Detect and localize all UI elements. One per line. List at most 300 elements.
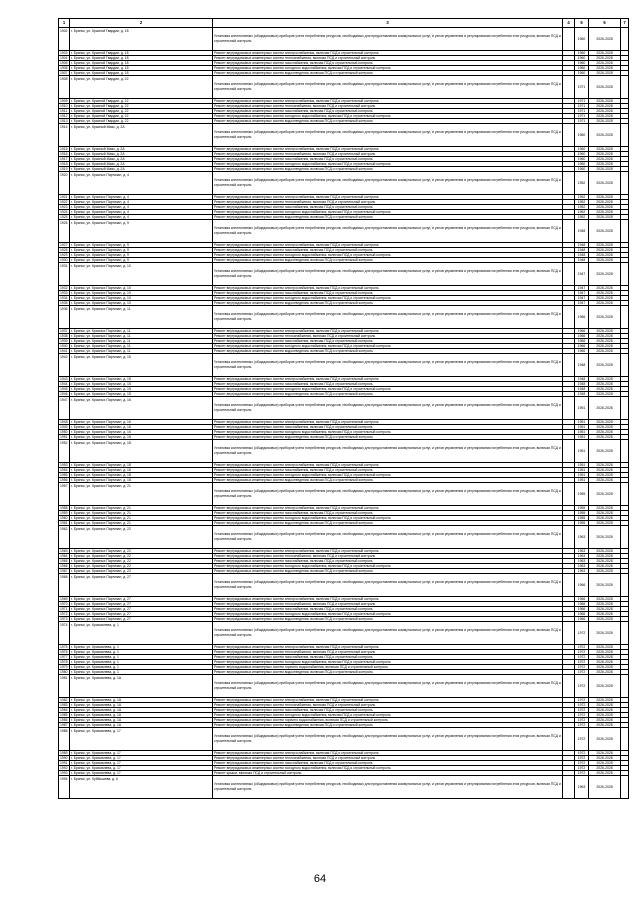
planned-period-cell: 2026-2028 <box>589 713 621 718</box>
build-year-cell: 1972 <box>575 650 589 655</box>
build-year-cell: 1951 <box>575 473 589 478</box>
work-type-cell: Ремонт внутридомовых инженерных систем газоснабжения, включая ПСД и строительный контроль <box>213 157 563 162</box>
row-number-cell: 1950 <box>60 430 68 434</box>
col7-cell <box>621 220 629 243</box>
build-year-cell: 1952 <box>575 200 589 205</box>
row-number-cell: 1907 <box>60 71 68 75</box>
build-year-cell: 1966 <box>575 349 589 354</box>
row-number-cell: 1984 <box>60 708 68 712</box>
row-number-cell: 1906 <box>60 66 68 70</box>
row-number-cell: 1919 <box>60 167 68 171</box>
col4-cell <box>563 172 575 195</box>
row-number-cell: 1952 <box>59 440 70 463</box>
planned-period-cell: 2026-2028 <box>589 766 621 771</box>
address-cell: г. Брянск, ул. Красной Гвардии, д. 22 <box>70 114 213 119</box>
row-number-cell: 1987 <box>60 723 68 727</box>
row-number-cell: 1986 <box>60 718 68 722</box>
build-year-cell: 1960 <box>575 167 589 172</box>
planned-period-cell: 2026-2028 <box>589 253 621 258</box>
planned-period-cell: 2026-2028 <box>589 344 621 349</box>
row-number-cell: 1972 <box>60 612 68 616</box>
row-number-cell: 1991 <box>60 761 68 765</box>
work-type-cell: Установка коллективных (общедомовых) приборов учета потребления ресурсов, необходимых для предоставления коммунальных услуг, и узлов управления и регулирования потребления этих ресурсов, включая ПСД и строительный контроль <box>213 306 563 329</box>
row-number-cell: 1943 <box>60 377 68 381</box>
col7-cell <box>621 28 629 51</box>
work-type-cell: Ремонт внутридомовых инженерных систем холодного водоснабжения, включая ПСД и строительный контроль <box>213 612 563 617</box>
col7-cell <box>621 728 629 751</box>
row-number-cell: 1953 <box>60 463 68 467</box>
work-type-cell: Ремонт внутридомовых инженерных систем электроснабжения, включая ПСД и строительный контроль <box>213 751 563 756</box>
planned-period-cell: 2026-2028 <box>589 66 621 71</box>
work-type-cell: Ремонт внутридомовых инженерных систем теплоснабжения, включая ПСД и строительный контроль <box>213 756 563 761</box>
build-year-cell: 1971 <box>575 119 589 124</box>
col4-cell <box>563 776 575 799</box>
address-cell: г. Брянск, ул. Куйбышева, д. 6 <box>70 776 213 799</box>
work-type-cell: Ремонт внутридомовых инженерных систем электроснабжения, включая ПСД и строительный контроль <box>213 377 563 382</box>
row-number-cell: 1933 <box>60 291 68 295</box>
build-year-cell: 1960 <box>575 51 589 56</box>
address-cell: г. Брянск, ул. Красный Маяк, д. 2А <box>70 162 213 167</box>
row-number-cell: 1963 <box>60 549 68 553</box>
table-row-group-header <box>59 172 629 195</box>
build-year-cell: 1960 <box>575 28 589 51</box>
work-type-cell: Ремонт внутридомовых инженерных систем газоснабжения, включая ПСД и строительный контроль <box>213 291 563 296</box>
col-header-5: 5 <box>575 19 589 28</box>
build-year-cell: 1948 <box>575 248 589 253</box>
planned-period-cell: 2026-2028 <box>589 56 621 61</box>
row-number-cell: 1927 <box>60 243 68 247</box>
build-year-cell: 1963 <box>575 776 589 799</box>
planned-period-cell: 2026-2028 <box>589 670 621 675</box>
row-number-cell: 1903 <box>60 51 68 55</box>
planned-period-cell: 2026-2028 <box>589 698 621 703</box>
planned-period-cell: 2026-2028 <box>589 478 621 483</box>
row-number-cell: 1946 <box>60 392 68 396</box>
address-cell: г. Брянск, ул. Красных Партизан, д. 21 <box>70 483 213 506</box>
build-year-cell: 1948 <box>575 243 589 248</box>
row-number-cell: 1951 <box>60 435 68 439</box>
planned-period-cell: 2026-2028 <box>589 339 621 344</box>
row-number-cell: 1938 <box>60 334 68 338</box>
build-year-cell: 1963 <box>575 549 589 554</box>
work-type-cell: Ремонт внутридомовых инженерных систем электроснабжения, включая ПСД и строительный контроль <box>213 420 563 425</box>
work-type-cell: Установка коллективных (общедомовых) приборов учета потребления ресурсов, необходимых для предоставления коммунальных услуг, и узлов управления и регулирования потребления этих ресурсов, включая ПСД и строительный контроль <box>213 263 563 286</box>
col4-cell <box>563 124 575 147</box>
work-type-cell: Ремонт внутридомовых инженерных систем электроснабжения, включая ПСД и строительный контроль <box>213 51 563 56</box>
row-number-cell: 1931 <box>59 263 70 286</box>
build-year-cell: 1972 <box>575 718 589 723</box>
address-cell: г. Брянск, ул. Красных Партизан, д. 22 <box>70 569 213 574</box>
col4-cell <box>563 728 575 751</box>
address-cell: г. Брянск, ул. Красных Партизан, д. 27 <box>70 597 213 602</box>
address-cell: г. Брянск, ул. Красных Партизан, д. 4 <box>70 200 213 205</box>
address-cell: г. Брянск, ул. Красных Партизан, д. 9 <box>70 248 213 253</box>
build-year-cell: 1972 <box>575 675 589 698</box>
address-cell: г. Брянск, ул. Красной Гвардии, д. 18 <box>70 51 213 56</box>
build-year-cell: 1952 <box>575 210 589 215</box>
work-type-cell: Ремонт внутридомовых инженерных систем водоотведения, включая ПСД и строительный контроль <box>213 71 563 76</box>
col7-cell <box>621 675 629 698</box>
work-type-cell: Ремонт крыши, включая ПСД и строительный контроль <box>213 771 563 776</box>
planned-period-cell: 2026-2028 <box>589 463 621 468</box>
build-year-cell: 1963 <box>575 569 589 574</box>
address-cell: г. Брянск, ул. Крахмалева, д. 1 <box>70 645 213 650</box>
address-cell: г. Брянск, ул. Красных Партизан, д. 27 <box>70 574 213 597</box>
address-cell: г. Брянск, ул. Крахмалева, д. 17 <box>70 761 213 766</box>
col4-cell <box>563 483 575 506</box>
build-year-cell: 1972 <box>575 771 589 776</box>
row-number-cell: 1909 <box>60 99 68 103</box>
planned-period-cell: 2026-2028 <box>589 440 621 463</box>
build-year-cell: 1952 <box>575 215 589 220</box>
build-year-cell: 1948 <box>575 392 589 397</box>
work-type-cell: Ремонт внутридомовых инженерных систем теплоснабжения, включая ПСД и строительный контроль <box>213 554 563 559</box>
address-cell: г. Брянск, ул. Красных Партизан, д. 16 <box>70 420 213 425</box>
address-cell: г. Брянск, ул. Красной Гвардии, д. 18 <box>70 71 213 76</box>
col7-cell <box>621 483 629 506</box>
build-year-cell: 1972 <box>575 713 589 718</box>
build-year-cell: 1955 <box>575 511 589 516</box>
work-type-cell: Установка коллективных (общедомовых) приборов учета потребления ресурсов, необходимых для предоставления коммунальных услуг, и узлов управления и регулирования потребления этих ресурсов, включая ПСД и строительный контроль <box>213 526 563 549</box>
build-year-cell: 1972 <box>575 660 589 665</box>
table-row-group-header <box>59 354 629 377</box>
work-type-cell: Ремонт внутридомовых инженерных систем газоснабжения, включая ПСД и строительный контроль <box>213 382 563 387</box>
address-cell: г. Брянск, ул. Красных Партизан, д. 21 <box>70 521 213 526</box>
col4-cell <box>563 263 575 286</box>
work-type-cell: Установка коллективных (общедомовых) приборов учета потребления ресурсов, необходимых для предоставления коммунальных услуг, и узлов управления и регулирования потребления этих ресурсов, включая ПСД и строительный контроль <box>213 622 563 645</box>
col7-cell <box>621 76 629 99</box>
planned-period-cell: 2026-2028 <box>589 776 621 799</box>
planned-period-cell: 2026-2028 <box>589 511 621 516</box>
table-row-group-header <box>59 76 629 99</box>
planned-period-cell: 2026-2028 <box>589 761 621 766</box>
row-number-cell: 1993 <box>60 771 68 775</box>
planned-period-cell: 2026-2028 <box>589 650 621 655</box>
planned-period-cell: 2026-2028 <box>589 708 621 713</box>
planned-period-cell: 2026-2028 <box>589 397 621 420</box>
work-type-cell: Установка коллективных (общедомовых) приборов учета потребления ресурсов, необходимых для предоставления коммунальных услуг, и узлов управления и регулирования потребления этих ресурсов, включая ПСД и строительный контроль <box>213 220 563 243</box>
column-number-row <box>59 19 629 28</box>
planned-period-cell: 2026-2028 <box>589 51 621 56</box>
address-cell: г. Брянск, ул. Красных Партизан, д. 18 <box>70 473 213 478</box>
work-type-cell: Ремонт внутридомовых инженерных систем газоснабжения, включая ПСД и строительный контроль <box>213 468 563 473</box>
row-number-cell: 1904 <box>60 56 68 60</box>
build-year-cell: 1951 <box>575 440 589 463</box>
build-year-cell: 1972 <box>575 766 589 771</box>
row-number-cell: 1930 <box>60 258 68 262</box>
address-cell: г. Брянск, ул. Красной Гвардии, д. 22 <box>70 109 213 114</box>
work-type-cell: Ремонт внутридомовых инженерных систем теплоснабжения, включая ПСД и строительный контроль <box>213 104 563 109</box>
build-year-cell: 1948 <box>575 382 589 387</box>
address-cell: г. Брянск, ул. Красных Партизан, д. 22 <box>70 554 213 559</box>
build-year-cell: 1972 <box>575 751 589 756</box>
col7-cell <box>621 354 629 377</box>
address-cell: г. Брянск, ул. Красной Гвардии, д. 18 <box>70 66 213 71</box>
build-year-cell: 1951 <box>575 420 589 425</box>
row-number-cell: 1968 <box>59 574 70 597</box>
table-row-group-header <box>59 776 629 799</box>
work-type-cell: Ремонт внутридомовых инженерных систем холодного водоснабжения, включая ПСД и строительный контроль <box>213 473 563 478</box>
col4-cell <box>563 675 575 698</box>
build-year-cell: 1960 <box>575 71 589 76</box>
table-row-group-header <box>59 574 629 597</box>
col7-cell <box>621 776 629 799</box>
work-type-cell: Установка коллективных (общедомовых) приборов учета потребления ресурсов, необходимых для предоставления коммунальных услуг, и узлов управления и регулирования потребления этих ресурсов, включая ПСД и строительный контроль <box>213 397 563 420</box>
build-year-cell: 1960 <box>575 66 589 71</box>
build-year-cell: 1951 <box>575 478 589 483</box>
address-cell: г. Брянск, ул. Красных Партизан, д. 11 <box>70 306 213 329</box>
build-year-cell: 1960 <box>575 157 589 162</box>
planned-period-cell: 2026-2028 <box>589 521 621 526</box>
row-number-cell: 1917 <box>60 157 68 161</box>
row-number-cell: 1976 <box>60 650 68 654</box>
work-type-cell: Установка коллективных (общедомовых) приборов учета потребления ресурсов, необходимых для предоставления коммунальных услуг, и узлов управления и регулирования потребления этих ресурсов, включая ПСД и строительный контроль <box>213 28 563 51</box>
work-type-cell: Ремонт внутридомовых инженерных систем теплоснабжения, включая ПСД и строительный контроль <box>213 56 563 61</box>
planned-period-cell: 2026-2028 <box>589 622 621 645</box>
work-type-cell: Установка коллективных (общедомовых) приборов учета потребления ресурсов, необходимых для предоставления коммунальных услуг, и узлов управления и регулирования потребления этих ресурсов, включая ПСД и строительный контроль <box>213 124 563 147</box>
col7-cell <box>621 440 629 463</box>
build-year-cell: 1955 <box>575 483 589 506</box>
address-cell: г. Брянск, ул. Красных Партизан, д. 16 <box>70 430 213 435</box>
row-number-cell: 1981 <box>59 675 70 698</box>
row-number-cell: 1925 <box>60 215 68 219</box>
planned-period-cell: 2026-2028 <box>589 99 621 104</box>
row-number-cell: 1922 <box>60 200 68 204</box>
address-cell: г. Брянск, ул. Красных Партизан, д. 9 <box>70 253 213 258</box>
row-number-cell: 1967 <box>60 569 68 573</box>
address-cell: г. Брянск, ул. Красных Партизан, д. 18 <box>70 440 213 463</box>
col4-cell <box>563 220 575 243</box>
work-type-cell: Ремонт внутридомовых инженерных систем водоотведения, включая ПСД и строительный контроль <box>213 435 563 440</box>
build-year-cell: 1951 <box>575 435 589 440</box>
col7-cell <box>621 526 629 549</box>
col-header-2: 2 <box>70 19 213 28</box>
row-number-cell: 1957 <box>59 483 70 506</box>
build-year-cell: 1951 <box>575 430 589 435</box>
work-type-cell: Ремонт внутридомовых инженерных систем холодного водоснабжения, включая ПСД и строительный контроль <box>213 162 563 167</box>
build-year-cell: 1955 <box>575 516 589 521</box>
address-cell: г. Брянск, ул. Крахмалева, д. 17 <box>70 728 213 751</box>
work-type-cell: Ремонт внутридомовых инженерных систем теплоснабжения, включая ПСД и строительный контроль <box>213 602 563 607</box>
planned-period-cell: 2026-2028 <box>589 263 621 286</box>
work-type-cell: Ремонт внутридомовых инженерных систем газоснабжения, включая ПСД и строительный контроль <box>213 511 563 516</box>
build-year-cell: 1966 <box>575 607 589 612</box>
address-cell: г. Брянск, ул. Красных Партизан, д. 11 <box>70 339 213 344</box>
col4-cell <box>563 574 575 597</box>
col7-cell <box>621 306 629 329</box>
planned-period-cell: 2026-2028 <box>589 301 621 306</box>
planned-period-cell: 2026-2028 <box>589 617 621 622</box>
build-year-cell: 1972 <box>575 761 589 766</box>
address-cell: г. Брянск, ул. Красных Партизан, д. 18 <box>70 478 213 483</box>
address-cell: г. Брянск, ул. Красных Партизан, д. 9 <box>70 220 213 243</box>
address-cell: г. Брянск, ул. Крахмалева, д. 1А <box>70 708 213 713</box>
row-number-cell: 1973 <box>60 617 68 621</box>
work-type-cell: Установка коллективных (общедомовых) приборов учета потребления ресурсов, необходимых для предоставления коммунальных услуг, и узлов управления и регулирования потребления этих ресурсов, включая ПСД и строительный контроль <box>213 483 563 506</box>
address-cell: г. Брянск, ул. Красных Партизан, д. 27 <box>70 607 213 612</box>
work-type-cell: Установка коллективных (общедомовых) приборов учета потребления ресурсов, необходимых для предоставления коммунальных услуг, и узлов управления и регулирования потребления этих ресурсов, включая ПСД и строительный контроль <box>213 574 563 597</box>
address-cell: г. Брянск, ул. Крахмалева, д. 17 <box>70 771 213 776</box>
table-row-group-header <box>59 440 629 463</box>
row-number-cell: 1990 <box>60 756 68 760</box>
build-year-cell: 1966 <box>575 617 589 622</box>
build-year-cell: 1951 <box>575 397 589 420</box>
work-type-cell: Установка коллективных (общедомовых) приборов учета потребления ресурсов, необходимых для предоставления коммунальных услуг, и узлов управления и регулирования потребления этих ресурсов, включая ПСД и строительный контроль <box>213 440 563 463</box>
planned-period-cell: 2026-2028 <box>589 771 621 776</box>
row-number-cell: 1944 <box>60 382 68 386</box>
planned-period-cell: 2026-2028 <box>589 286 621 291</box>
planned-period-cell: 2026-2028 <box>589 306 621 329</box>
row-number-cell: 1916 <box>60 152 68 156</box>
address-cell: г. Брянск, ул. Крахмалева, д. 1А <box>70 698 213 703</box>
work-type-cell: Ремонт внутридомовых инженерных систем холодного водоснабжения, включая ПСД и строительный контроль <box>213 387 563 392</box>
col4-cell <box>563 397 575 420</box>
address-cell: г. Брянск, ул. Красных Партизан, д. 18 <box>70 468 213 473</box>
work-type-cell: Ремонт внутридомовых инженерных систем теплоснабжения, включая ПСД и строительный контроль <box>213 200 563 205</box>
address-cell: г. Брянск, ул. Красной Гвардии, д. 22 <box>70 104 213 109</box>
address-cell: г. Брянск, ул. Красных Партизан, д. 15 <box>70 387 213 392</box>
planned-period-cell: 2026-2028 <box>589 114 621 119</box>
build-year-cell: 1972 <box>575 698 589 703</box>
row-number-cell: 1902 <box>59 28 70 51</box>
work-type-cell: Ремонт внутридомовых инженерных систем электроснабжения, включая ПСД и строительный контроль <box>213 195 563 200</box>
row-number-cell: 1920 <box>59 172 70 195</box>
row-number-cell: 1947 <box>59 397 70 420</box>
address-cell: г. Брянск, ул. Красный Маяк, д. 2А <box>70 152 213 157</box>
work-type-cell: Ремонт внутридомовых инженерных систем водоотведения, включая ПСД и строительный контроль <box>213 258 563 263</box>
row-number-cell: 1982 <box>60 698 68 702</box>
build-year-cell: 1960 <box>575 147 589 152</box>
work-type-cell: Ремонт внутридомовых инженерных систем электроснабжения, включая ПСД и строительный контроль <box>213 286 563 291</box>
work-type-cell: Ремонт внутридомовых инженерных систем холодного водоснабжения, включая ПСД и строительный контроль <box>213 344 563 349</box>
address-cell: г. Брянск, ул. Красных Партизан, д. 15 <box>70 377 213 382</box>
build-year-cell: 1972 <box>575 723 589 728</box>
work-type-cell: Ремонт внутридомовых инженерных систем холодного водоснабжения, включая ПСД и строительный контроль <box>213 296 563 301</box>
address-cell: г. Брянск, ул. Красной Гвардии, д. 22 <box>70 119 213 124</box>
work-type-cell: Установка коллективных (общедомовых) приборов учета потребления ресурсов, необходимых для предоставления коммунальных услуг, и узлов управления и регулирования потребления этих ресурсов, включая ПСД и строительный контроль <box>213 728 563 751</box>
table-body <box>59 28 629 799</box>
work-type-cell: Ремонт внутридомовых инженерных систем холодного водоснабжения, включая ПСД и строительный контроль <box>213 660 563 665</box>
planned-period-cell: 2026-2028 <box>589 215 621 220</box>
col-header-3: 3 <box>213 19 563 28</box>
build-year-cell: 1960 <box>575 56 589 61</box>
address-cell: г. Брянск, ул. Красных Партизан, д. 9 <box>70 258 213 263</box>
planned-period-cell: 2026-2028 <box>589 526 621 549</box>
row-number-cell: 1961 <box>60 521 68 525</box>
planned-period-cell: 2026-2028 <box>589 645 621 650</box>
table-row-group-header <box>59 306 629 329</box>
row-number-cell: 1939 <box>60 339 68 343</box>
work-type-cell: Ремонт внутридомовых инженерных систем водоотведения, включая ПСД и строительный контроль <box>213 215 563 220</box>
build-year-cell: 1966 <box>575 574 589 597</box>
planned-period-cell: 2026-2028 <box>589 334 621 339</box>
row-number-cell: 1956 <box>60 478 68 482</box>
work-type-cell: Ремонт внутридомовых инженерных систем газоснабжения, включая ПСД и строительный контроль <box>213 109 563 114</box>
planned-period-cell: 2026-2028 <box>589 468 621 473</box>
build-year-cell: 1972 <box>575 645 589 650</box>
address-cell: г. Брянск, ул. Красный Маяк, д. 2А <box>70 167 213 172</box>
table-row-group-header <box>59 675 629 698</box>
row-number-cell: 1913 <box>60 119 68 123</box>
row-number-cell: 1978 <box>60 660 68 664</box>
planned-period-cell: 2026-2028 <box>589 124 621 147</box>
row-number-cell: 1969 <box>60 597 68 601</box>
planned-period-cell: 2026-2028 <box>589 205 621 210</box>
address-cell: г. Брянск, ул. Красных Партизан, д. 9 <box>70 243 213 248</box>
work-type-cell: Ремонт внутридомовых инженерных систем водоотведения, включая ПСД и строительный контроль <box>213 670 563 675</box>
work-type-cell: Установка коллективных (общедомовых) приборов учета потребления ресурсов, необходимых для предоставления коммунальных услуг, и узлов управления и регулирования потребления этих ресурсов, включая ПСД и строительный контроль <box>213 172 563 195</box>
address-cell: г. Брянск, ул. Красных Партизан, д. 10 <box>70 286 213 291</box>
planned-period-cell: 2026-2028 <box>589 425 621 430</box>
col7-cell <box>621 124 629 147</box>
address-cell: г. Брянск, ул. Крахмалева, д. 1 <box>70 622 213 645</box>
build-year-cell: 1966 <box>575 612 589 617</box>
work-type-cell: Установка коллективных (общедомовых) приборов учета потребления ресурсов, необходимых для предоставления коммунальных услуг, и узлов управления и регулирования потребления этих ресурсов, включая ПСД и строительный контроль <box>213 76 563 99</box>
row-number-cell: 1966 <box>60 564 68 568</box>
work-type-cell: Ремонт внутридомовых инженерных систем электроснабжения, включая ПСД и строительный контроль <box>213 463 563 468</box>
row-number-cell: 1923 <box>60 205 68 209</box>
work-type-cell: Установка коллективных (общедомовых) приборов учета потребления ресурсов, необходимых для предоставления коммунальных услуг, и узлов управления и регулирования потребления этих ресурсов, включая ПСД и строительный контроль <box>213 675 563 698</box>
col-header-4: 4 <box>563 19 575 28</box>
address-cell: г. Брянск, ул. Красных Партизан, д. 15 <box>70 392 213 397</box>
work-type-cell: Ремонт внутридомовых инженерных систем электроснабжения, включая ПСД и строительный контроль <box>213 506 563 511</box>
planned-period-cell: 2026-2028 <box>589 377 621 382</box>
build-year-cell: 1966 <box>575 602 589 607</box>
work-type-cell: Ремонт внутридомовых инженерных систем холодного водоснабжения, включая ПСД и строительный контроль <box>213 114 563 119</box>
planned-period-cell: 2026-2028 <box>589 172 621 195</box>
build-year-cell: 1948 <box>575 220 589 243</box>
address-cell: г. Брянск, ул. Красных Партизан, д. 27 <box>70 612 213 617</box>
col-header-6: 6 <box>589 19 621 28</box>
work-type-cell: Ремонт внутридомовых инженерных систем электроснабжения, включая ПСД и строительный контроль <box>213 549 563 554</box>
work-type-cell: Ремонт внутридомовых инженерных систем водоотведения, включая ПСД и строительный контроль <box>213 478 563 483</box>
planned-period-cell: 2026-2028 <box>589 104 621 109</box>
row-number-cell: 1926 <box>59 220 70 243</box>
address-cell: г. Брянск, ул. Крахмалева, д. 1А <box>70 703 213 708</box>
work-type-cell: Ремонт внутридомовых инженерных систем горячего водоснабжения, включая ПСД и строительный контроль <box>213 665 563 670</box>
row-number-cell: 1910 <box>60 104 68 108</box>
col7-cell <box>621 172 629 195</box>
work-type-cell: Ремонт внутридомовых инженерных систем газоснабжения, включая ПСД и строительный контроль <box>213 61 563 66</box>
planned-period-cell: 2026-2028 <box>589 119 621 124</box>
build-year-cell: 1948 <box>575 377 589 382</box>
planned-period-cell: 2026-2028 <box>589 392 621 397</box>
build-year-cell: 1947 <box>575 296 589 301</box>
work-type-cell: Ремонт внутридомовых инженерных систем водоотведения, включая ПСД и строительный контроль <box>213 392 563 397</box>
build-year-cell: 1971 <box>575 99 589 104</box>
build-year-cell: 1972 <box>575 708 589 713</box>
build-year-cell: 1960 <box>575 124 589 147</box>
planned-period-cell: 2026-2028 <box>589 430 621 435</box>
row-number-cell: 1912 <box>60 114 68 118</box>
build-year-cell: 1972 <box>575 622 589 645</box>
row-number-cell: 1989 <box>60 751 68 755</box>
build-year-cell: 1966 <box>575 306 589 329</box>
row-number-cell: 1985 <box>60 713 68 717</box>
col4-cell <box>563 622 575 645</box>
row-number-cell: 1915 <box>60 147 68 151</box>
work-type-cell: Установка коллективных (общедомовых) приборов учета потребления ресурсов, необходимых для предоставления коммунальных услуг, и узлов управления и регулирования потребления этих ресурсов, включая ПСД и строительный контроль <box>213 776 563 799</box>
work-type-cell: Ремонт внутридомовых инженерных систем теплоснабжения, включая ПСД и строительный контроль <box>213 152 563 157</box>
build-year-cell: 1960 <box>575 61 589 66</box>
row-number-cell: 1975 <box>60 645 68 649</box>
row-number-cell: 1970 <box>60 602 68 606</box>
address-cell: г. Брянск, ул. Красных Партизан, д. 11 <box>70 344 213 349</box>
build-year-cell: 1963 <box>575 554 589 559</box>
address-cell: г. Брянск, ул. Красной Гвардии, д. 22 <box>70 76 213 99</box>
work-type-cell: Ремонт внутридомовых инженерных систем водоотведения, включая ПСД и строительный контроль <box>213 119 563 124</box>
work-type-cell: Ремонт внутридомовых инженерных систем водоотведения, включая ПСД и строительный контроль <box>213 723 563 728</box>
